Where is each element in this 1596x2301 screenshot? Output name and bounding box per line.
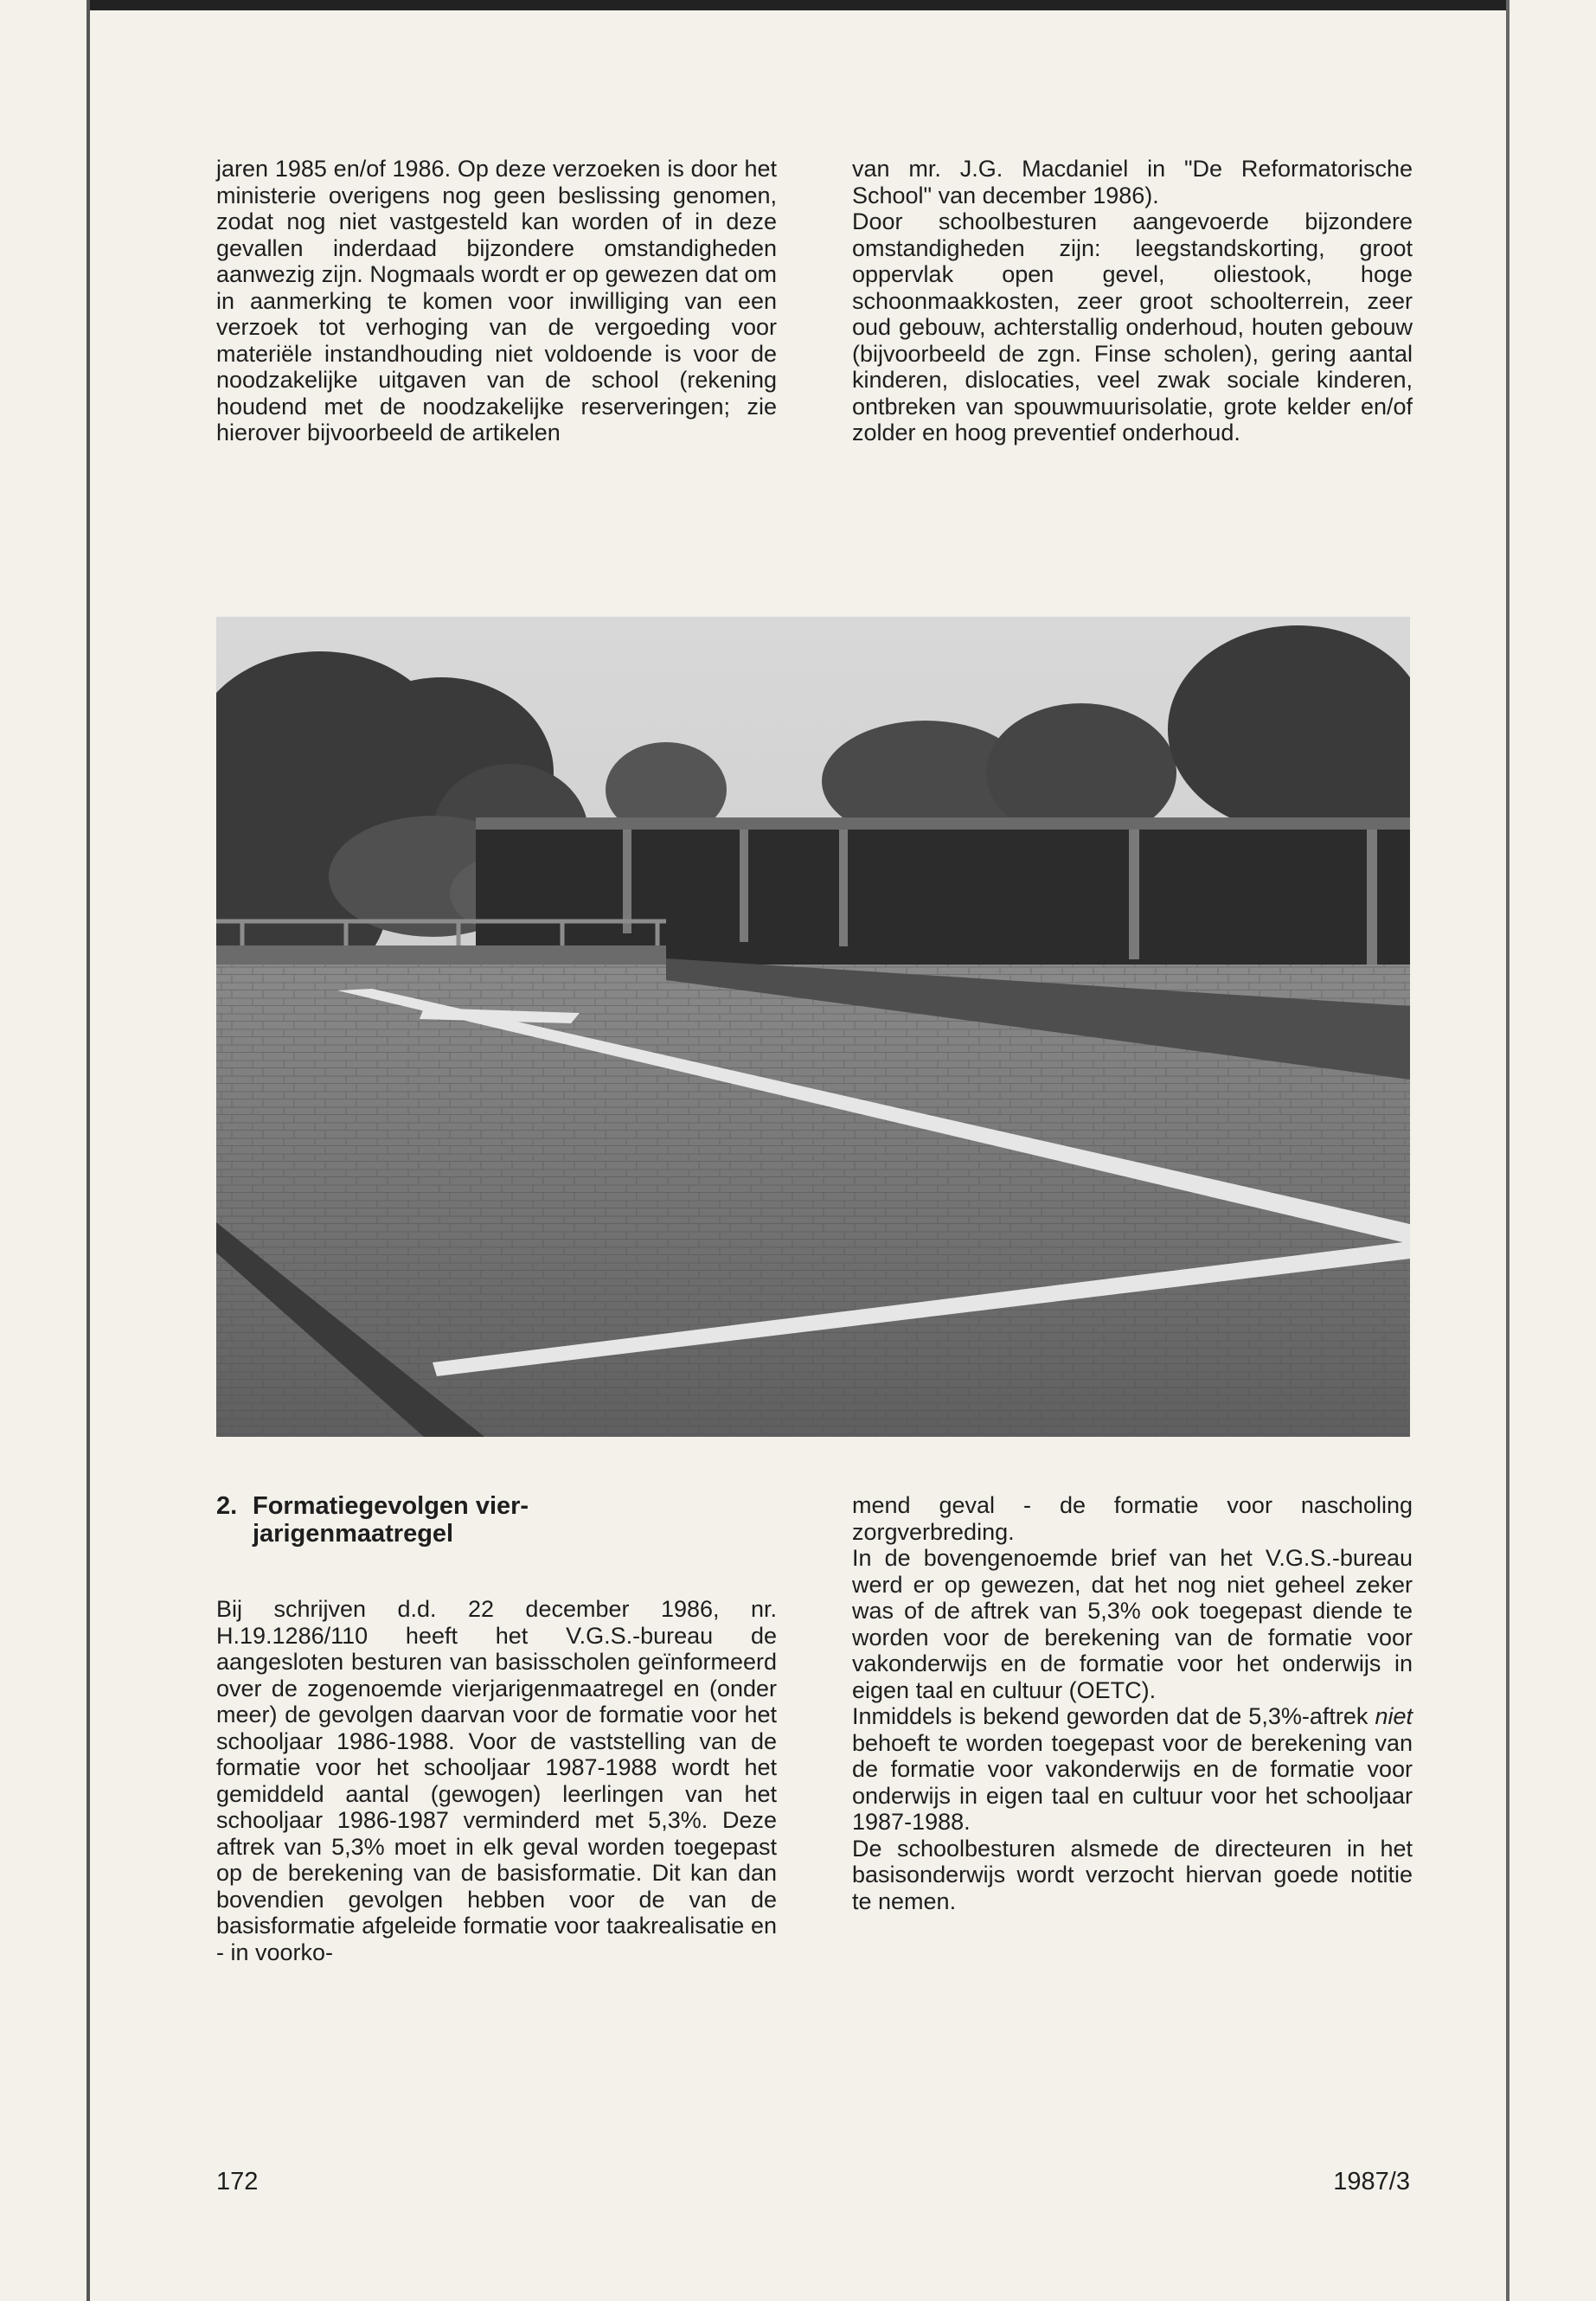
- paragraph-ministerie: jaren 1985 en/of 1986. Op deze verzoeken is door het ministerie overigens nog geen beslissing genomen, zodat nog niet vastgesteld kan worden of in deze gevallen inderdaad bijzondere omstandigheden aanwezig zijn. Nogmaals wordt er op gewezen dat om in aanmerking te komen voor inwilliging van een verzoek tot verhoging van de vergoeding voor materiële instandhouding niet voldoende is voor de noodzakelijke uitgaven van de school (rekening houdend met de noodzakelijke reserveringen; zie hierover bijvoorbeeld de artikelen: [216, 156, 777, 445]
- inmiddels-text-b: behoeft te worden toegepast voor de berekening van de formatie voor vakonderwijs en de formatie voor onderwijs in eigen taal en cultuur voor het schooljaar 1987-1988.: [852, 1729, 1413, 1835]
- inmiddels-emphasis: niet: [1375, 1703, 1413, 1729]
- scan-border-left: [87, 0, 90, 2301]
- paragraph-vierjarigen: Bij schrijven d.d. 22 december 1986, nr. H.19.1286/110 heeft het V.G.S.-bureau de aangesloten besturen van basisscholen geïnformeerd over de zogenoemde vierjarigenmaatregel en (onder meer) de gevolgen daarvan voor de formatie voor het schooljaar 1986-1988. Voor de vaststelling van de formatie voor het schooljaar 1987-1988 wordt het gemiddeld aantal (gewogen) leerlingen van het schooljaar 1986-1987 verminderd met 5,3%. Deze aftrek van 5,3% moet in elk geval worden toegepast op de berekening van de basisformatie. Dit kan dan bovendien gevolgen hebben voor de van de basisformatie afgeleide formatie voor taakrealisatie en - in voorko-: [216, 1596, 777, 1965]
- paragraph-continuation: mend geval - de formatie voor nascholing zorgverbreding.: [852, 1492, 1413, 1545]
- paragraph-vgs-brief: In de bovengenoemde brief van het V.G.S.-bureau werd er op gewezen, dat het nog niet geheel zeker was of de aftrek van 5,3% ook toegepast diende te worden voor de berekening van de formatie voor vakonderwijs en de formatie voor het onderwijs in eigen taal en cultuur (OETC).: [852, 1545, 1413, 1703]
- schoolyard-photo: [216, 617, 1410, 1437]
- issue-number: 1987/3: [1333, 2168, 1410, 2195]
- section-title-line2: jarigenmaatregel: [253, 1520, 454, 1548]
- bottom-left-column: [216, 1492, 777, 1965]
- section-number: 2.: [216, 1492, 238, 1520]
- top-left-column: [216, 156, 777, 446]
- section-heading: [216, 1492, 777, 1548]
- photo-shelter-roof: [476, 817, 1410, 830]
- scan-border-right: [1506, 0, 1509, 2301]
- paragraph-reference: van mr. J.G. Macdaniel in "De Reformatorische School" van december 1986).: [852, 156, 1413, 208]
- scan-border-top: [87, 0, 1509, 10]
- section-title-line1: Formatiegevolgen vier-: [253, 1492, 529, 1520]
- paragraph-omstandigheden: Door schoolbesturen aangevoerde bijzondere omstandigheden zijn: leegstandskorting, groot oppervlak open gevel, oliestook, hoge schoonmaakkosten, zeer groot schoolterrein, zeer oud gebouw, achterstallig onderhoud, houten gebouw (bijvoorbeeld de zgn. Finse scholen), gering aantal kinderen, dislocaties, veel zwak sociale kinderen, ontbreken van spouwmuurisolatie, grote kelder en/of zolder en hoog preventief onderhoud.: [852, 208, 1413, 445]
- top-right-column: [852, 156, 1413, 446]
- inmiddels-text-a: Inmiddels is bekend geworden dat de 5,3%-aftrek: [852, 1703, 1375, 1729]
- page-number: 172: [216, 2168, 259, 2195]
- paragraph-schoolbesturen: De schoolbesturen alsmede de directeuren in het basisonderwijs wordt verzocht hiervan goede notitie te nemen.: [852, 1835, 1413, 1914]
- bottom-right-column: [852, 1492, 1413, 1914]
- paragraph-inmiddels: [852, 1703, 1413, 1836]
